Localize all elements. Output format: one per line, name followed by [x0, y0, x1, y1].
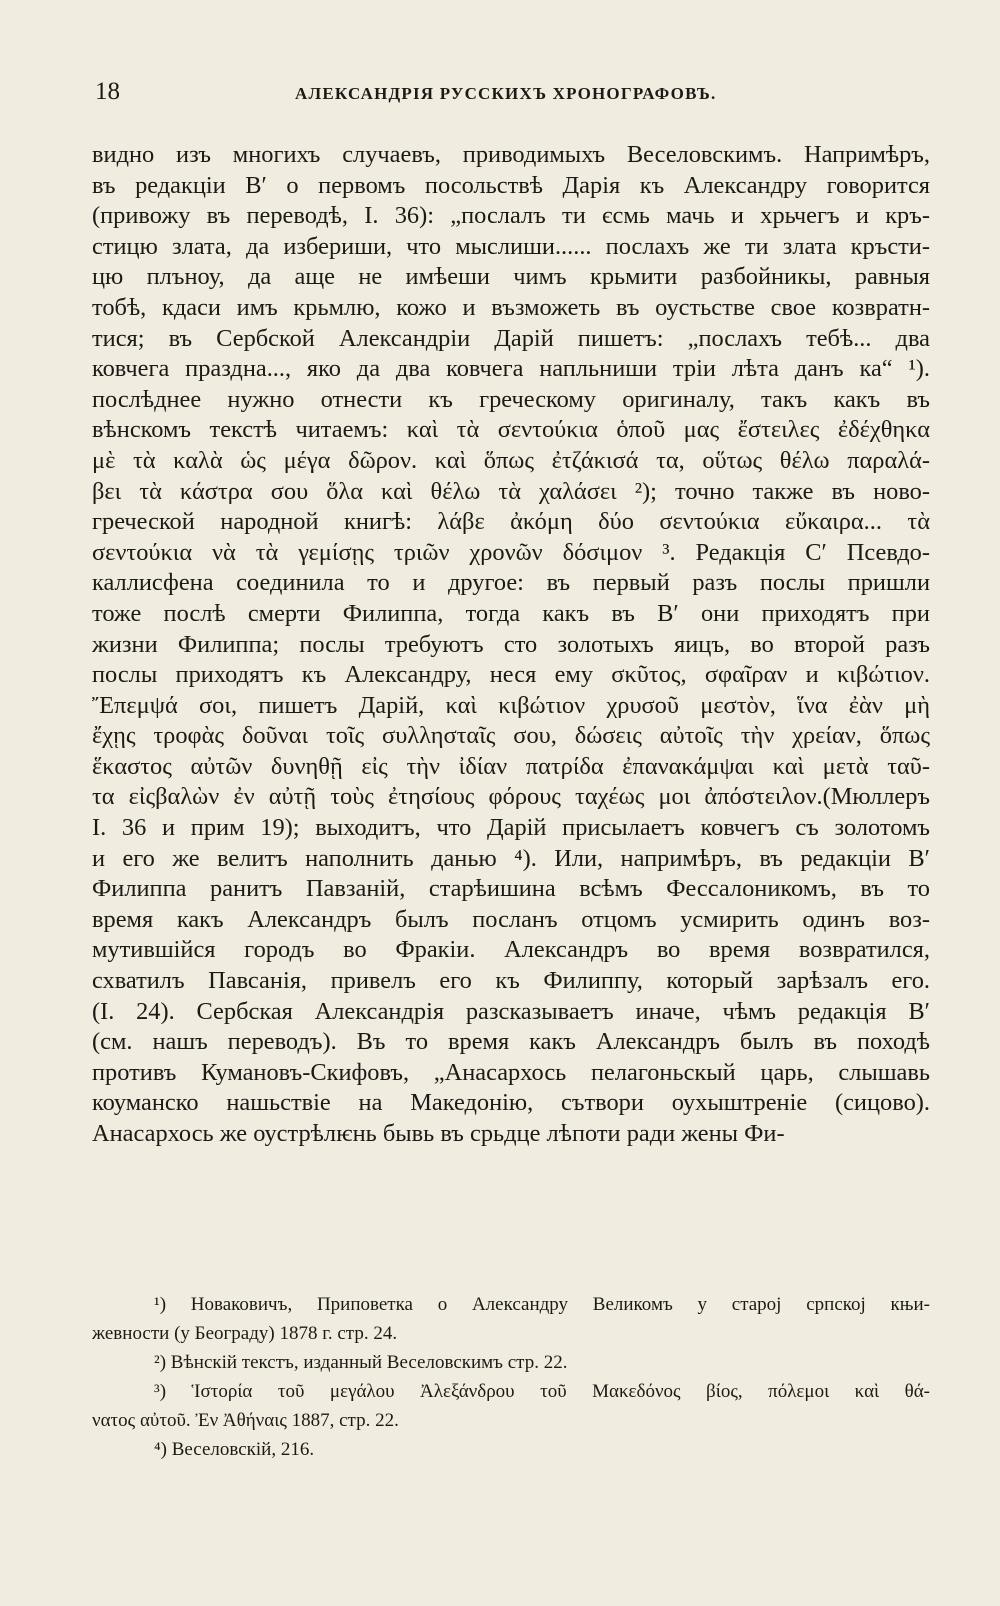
body-text	[92, 140, 930, 1150]
footnote-line	[92, 1377, 930, 1406]
footnotes	[92, 1290, 930, 1464]
footnote	[92, 1435, 930, 1464]
footnote-mark: ⁴)	[154, 1439, 167, 1460]
footnote-text: Ἱστορία τοῦ μεγάλου Ἀλεξάνδρου τοῦ Μακεδόνος βίος, πόλεμοι καὶ θά-	[191, 1381, 931, 1402]
text-line: стицю злата, да избериши, что мыслиши...... послахъ же ти злата кръсти-	[92, 232, 930, 260]
text-line: тися; въ Сербской Александріи Дарій пишетъ: „послахъ тебѣ... два	[92, 324, 930, 352]
text-line: тобѣ, кдаси имъ крьмлю, кожо и възможеть въ оустьстве свое козвратн-	[92, 293, 930, 321]
text-line: ковчега праздна..., яко да два ковчега напльниши тріи лѣта данъ ка“ ¹).	[92, 355, 930, 383]
text-line: противъ Кумановъ-Скифовъ, „Анасархось пелагоньскый царь, слышавь	[92, 1058, 930, 1086]
text-line: коуманско нашьствіе на Македонію, сътвори оухыштреніе (сицово).	[92, 1089, 930, 1117]
footnote-line: νατος αὐτοῦ. Ἐν Ἀθήναις 1887, стр. 22.	[92, 1410, 399, 1431]
footnote-line	[92, 1435, 930, 1464]
text-line: тоже послѣ смерти Филиппа, тогда какъ въ В′ они приходятъ при	[92, 599, 930, 627]
text-line: послы приходятъ къ Александру, неся ему σκῦτος, σφαῖραν и κιβώτιον.	[92, 661, 930, 689]
text-line: послѣднее нужно отнести къ греческому оригиналу, такъ какъ въ	[92, 385, 930, 413]
footnote	[92, 1290, 930, 1348]
text-line: каллисфена соединила то и другое: въ первый разъ послы пришли	[92, 569, 930, 597]
text-line: время какъ Александръ былъ посланъ отцомъ усмирить одинъ воз-	[92, 905, 930, 933]
text-line: Филиппа ранитъ Павзаній, старѣишина всѣмъ Фессалоникомъ, въ то	[92, 875, 930, 903]
footnote	[92, 1377, 930, 1435]
text-line: схватилъ Павсанія, привелъ его къ Филиппу, который зарѣзалъ его.	[92, 967, 930, 995]
text-line: I. 36 и прим 19); выходитъ, что Дарій присылаетъ ковчегъ съ золотомъ	[92, 814, 930, 842]
text-line: (I. 24). Сербская Александрія разсказываетъ иначе, чѣмъ редакція В′	[92, 997, 930, 1025]
paragraph	[92, 140, 930, 1150]
text-line: цю плъноу, да аще не имѣеши чимъ крьмити разбойникы, равныя	[92, 263, 930, 291]
text-line: мутившійся городъ во Фракіи. Александръ во время возвратился,	[92, 936, 930, 964]
text-line: μὲ τὰ καλὰ ὡς μέγα δῶρον. καὶ ὅπως ἐτζάκισά τα, οὕτως θέλω παραλά-	[92, 446, 930, 474]
footnote-mark: ²)	[154, 1352, 167, 1373]
text-line: вѣнскомъ текстѣ читаемъ: καὶ τὰ σεντούκια ὁποῦ μας ἔστειλες ἐδέχθηκα	[92, 416, 930, 444]
footnote-line	[92, 1290, 930, 1319]
footnote-text: Веселовскій, 216.	[171, 1439, 315, 1460]
text-line: (см. нашъ переводъ). Въ то время какъ Александръ былъ въ походѣ	[92, 1028, 930, 1056]
footnote-mark: ¹)	[154, 1294, 167, 1315]
text-line: въ редакціи В′ о первомъ посольствѣ Дарія къ Александру говорится	[92, 171, 930, 199]
text-line: ἔχῃς τροφὰς δοῦναι τοῖς συλλησταῖς σου, δώσεις αὐτοῖς τὴν χρείαν, ὅπως	[92, 722, 930, 750]
text-line: греческой народной книгѣ: λάβε ἀκόμη δύο σεντούκια εὔκαιρα... τὰ	[92, 508, 930, 536]
text-line: жизни Филиппа; послы требуютъ сто золотыхъ яицъ, во второй разъ	[92, 630, 930, 658]
footnote-text: Вѣнскій текстъ, изданный Веселовскимъ стр. 22.	[170, 1352, 568, 1373]
footnote-line: жевности (у Београду) 1878 г. стр. 24.	[92, 1323, 398, 1344]
text-line: и его же велитъ наполнить данью ⁴). Или, напримѣръ, въ редакціи В′	[92, 844, 930, 872]
running-title: АЛЕКСАНДРІЯ РУССКИХЪ ХРОНОГРАФОВЪ.	[295, 84, 717, 103]
text-line: (привожу въ переводѣ, I. 36): „послалъ ти єсмь мачь и хрьчегъ и кръ-	[92, 202, 930, 230]
text-line: ἕκαστος αὐτῶν δυνηθῇ εἰς τὴν ἰδίαν πατρίδα ἐπανακάμψαι καὶ μετὰ ταῦ-	[92, 752, 930, 780]
footnote	[92, 1348, 930, 1377]
text-line: τα εἰςβαλὼν ἐν αὐτῇ τοὺς ἐτησίους φόρους ταχέως μοι ἀπόστειλον.(Мюллеръ	[92, 783, 930, 811]
text-line: βει τὰ κάστρα σου ὅλα καὶ θέλω τὰ χαλάσει ²); точно также въ ново-	[92, 477, 930, 505]
page-number: 18	[95, 78, 120, 105]
footnote-text: Новаковичъ, Приповетка о Александру Великомъ у старој српској књи-	[190, 1294, 931, 1315]
running-head	[95, 78, 925, 114]
text-line: видно изъ многихъ случаевъ, приводимыхъ Веселовскимъ. Напримѣръ,	[92, 141, 930, 168]
text-line: Анасархось же оустрѣлѥнь бывь въ срьдце лѣпоти ради жены Фи-	[92, 1120, 785, 1147]
text-line: Ἔπεμψά σοι, пишетъ Дарій, καὶ κιβώτιον χρυσοῦ μεστὸν, ἵνα ἐὰν μὴ	[92, 691, 930, 719]
footnote-mark: ³)	[154, 1381, 167, 1402]
text-line: σεντούκια νὰ τὰ γεμίσῃς τριῶν χρονῶν δόσιμον ³. Редакція С′ Псевдо-	[92, 538, 930, 566]
footnote-line	[92, 1348, 930, 1377]
